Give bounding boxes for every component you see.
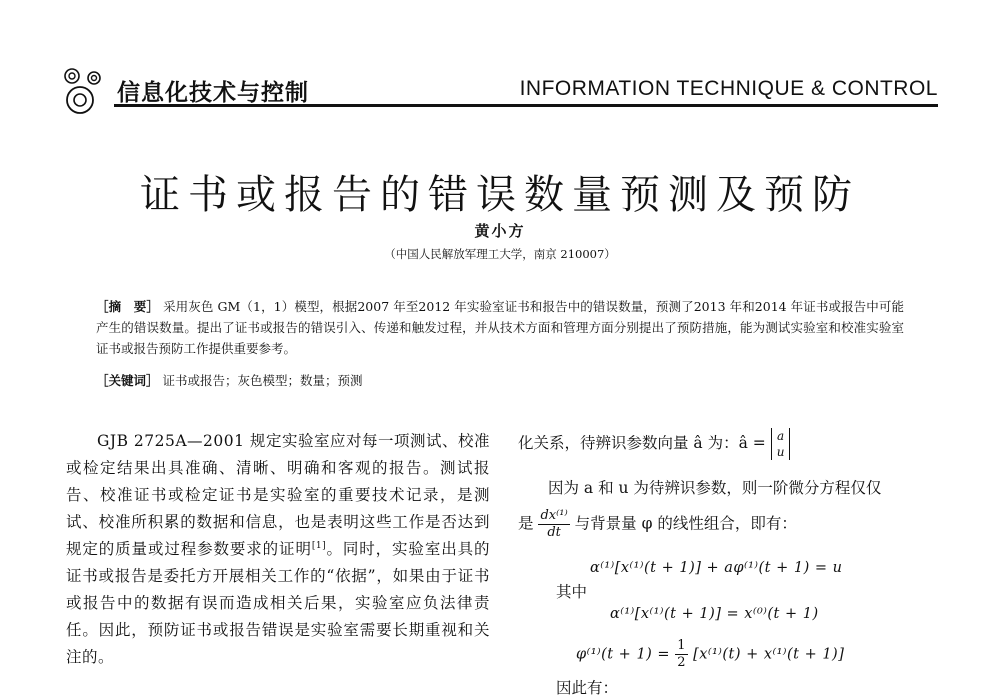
abstract-text: 采用灰色 GM（1，1）模型，根据2007 年至2012 年实验室证书和报告中的错误数量，预测了2013 年和2014 年证书或报告中可能产生的错误数量。提出了证书或报告的错误引入、传递和触发过程，并从技术方面和管理方面分别提出了预防措施，能为测试实验室和校准实验室证书或报告预防工作提供重要参考。 <box>96 299 904 356</box>
vector-bottom: u <box>776 445 785 459</box>
where-label: 其中 <box>556 583 588 601</box>
body-left-column <box>66 428 490 671</box>
param-vector <box>771 428 791 460</box>
equation-1: α⁽¹⁾[x⁽¹⁾(t + 1)] + aφ⁽¹⁾(t + 1) = u <box>590 560 843 576</box>
derivative-denominator: dt <box>547 525 561 540</box>
header-rule <box>114 104 938 107</box>
author-affiliation: （中国人民解放军理工大学，南京 210007） <box>384 247 616 261</box>
linear-combination-suffix: 与背景量 φ 的线性组合，即有： <box>574 514 797 533</box>
intro-paragraph-part1: GJB 2725A—2001 规定实验室应对每一项测试、校准或检定结果出具准确、清晰、明确和客观的报告。测试报告、校准证书或检定证书是实验室的重要技术记录，是测试、校准所积累的数据和信息，也是表明这些工作是否达到规定的质量或过程参数要求的证明 <box>66 432 490 558</box>
vector-top: a <box>776 429 785 443</box>
derivative-numerator: dx⁽¹⁾ <box>540 508 568 523</box>
equation-3-rhs: [x⁽¹⁾(t) + x⁽¹⁾(t + 1)] <box>693 646 845 663</box>
citation-ref: [1] <box>311 540 327 551</box>
equation-3 <box>576 638 844 671</box>
journal-name-cn: 信息化技术与控制 <box>117 80 309 106</box>
equation-2: α⁽¹⁾[x⁽¹⁾(t + 1)] = x⁽⁰⁾(t + 1) <box>610 606 819 622</box>
abstract <box>96 296 904 359</box>
abstract-label: ［摘 要］ <box>96 299 159 314</box>
therefore-line: 因此有： <box>556 679 619 697</box>
article-title: 证书或报告的错误数量预测及预防 <box>140 172 860 218</box>
linear-combination-prefix: 是 <box>518 514 534 533</box>
journal-name-en: INFORMATION TECHNIQUE & CONTROL <box>519 77 938 100</box>
identification-line: 因为 a 和 u 为待辨识参数，则一阶微分方程仅仅 <box>548 479 882 497</box>
param-vector-line <box>518 428 790 460</box>
journal-logo-icon <box>60 64 118 120</box>
half-numerator: 1 <box>677 638 686 653</box>
derivative-fraction <box>538 508 569 541</box>
linear-combination-line <box>518 508 797 541</box>
article-author: 黄小方 <box>474 222 526 240</box>
equation-3-lhs: φ⁽¹⁾(t + 1) = <box>576 646 671 663</box>
keywords <box>96 371 904 389</box>
keywords-text: 证书或报告；灰色模型；数量；预测 <box>162 373 363 388</box>
keywords-label: ［关键词］ <box>96 373 159 388</box>
half-denominator: 2 <box>677 655 686 670</box>
param-vector-text: 化关系，待辨识参数向量 â 为：â = <box>518 434 766 452</box>
half-fraction <box>675 638 688 671</box>
intro-paragraph-part2: 。同时，实验室出具的证书或报告是委托方开展相关工作的“依据”，如果由于证书或报告中的数据有误而造成相关后果，实验室应负法律责任。因此，预防证书或报告错误是实验室需要长期重视和关注的。 <box>66 540 490 666</box>
